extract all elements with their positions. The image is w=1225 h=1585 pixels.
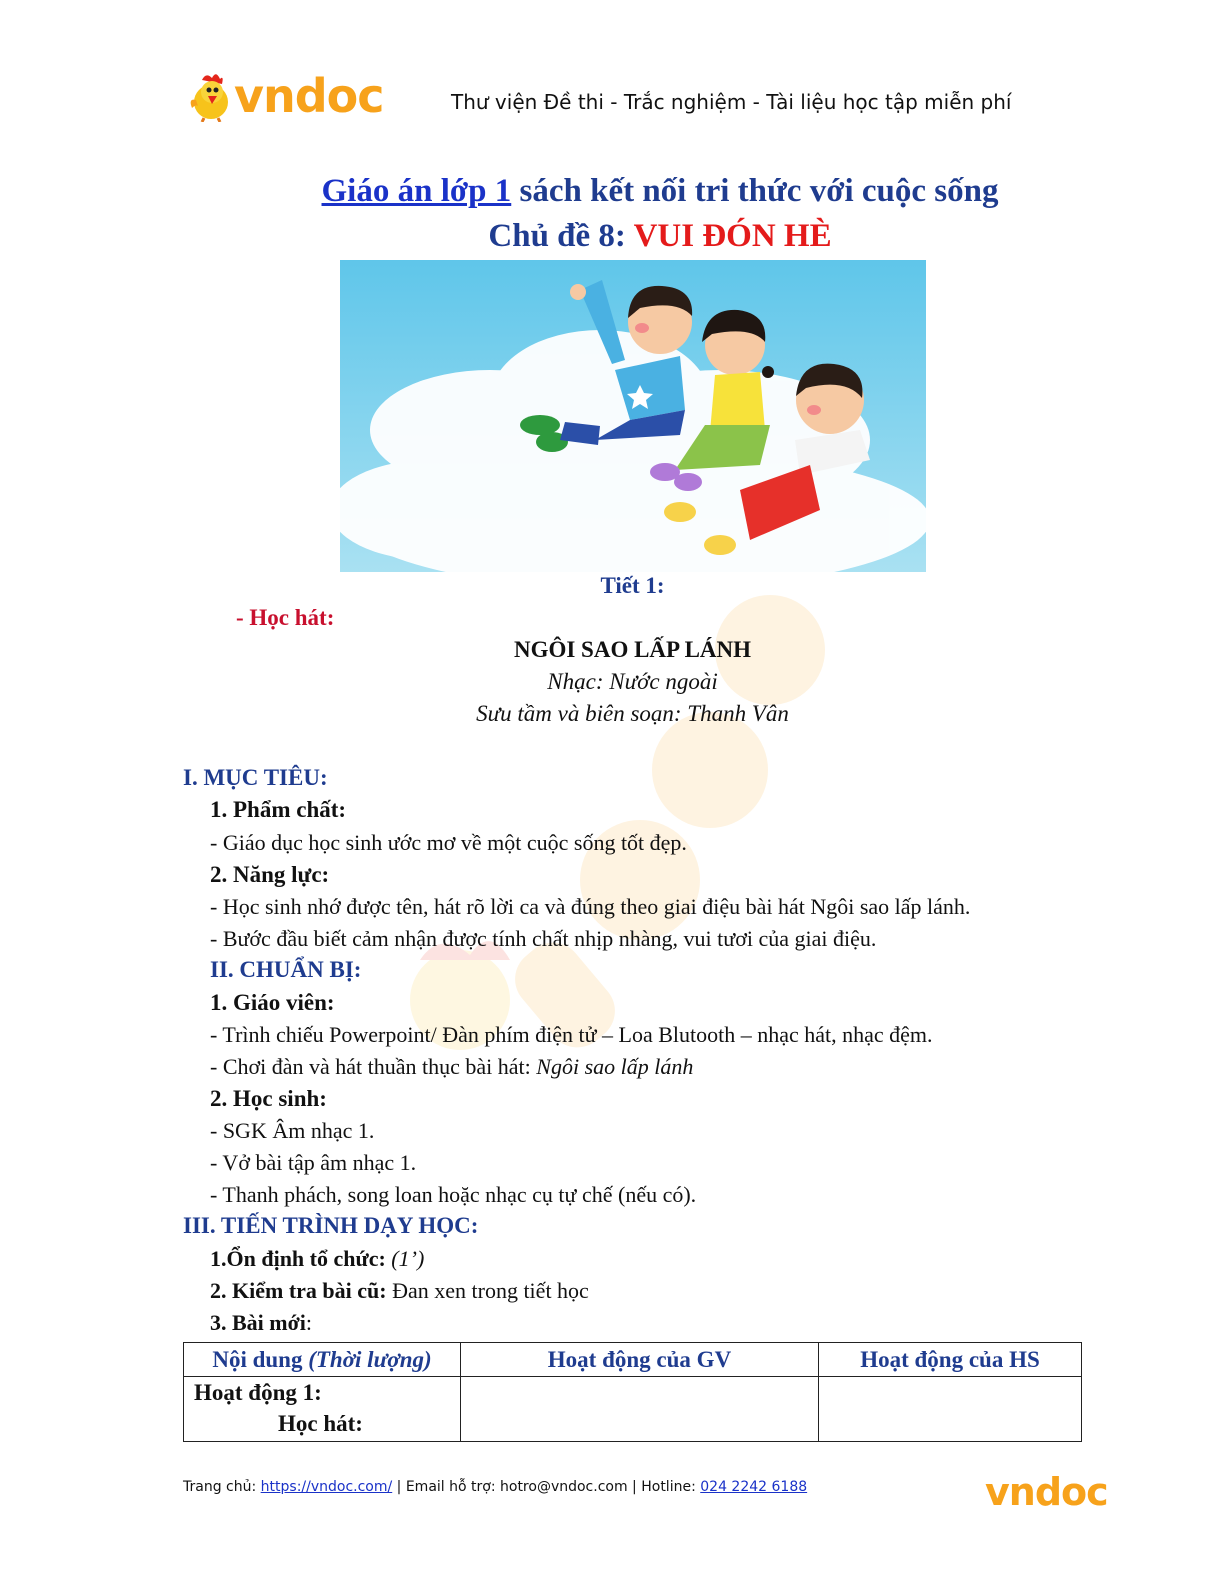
title-link[interactable]: Giáo án lớp 1 bbox=[321, 173, 512, 209]
lesson-period: Tiết 1: bbox=[600, 573, 665, 598]
procedure-item-2-text: Đan xen trong tiết học bbox=[392, 1278, 589, 1303]
col-header-content bbox=[184, 1343, 461, 1377]
footer-home-link[interactable]: https://vndoc.com/ bbox=[260, 1479, 393, 1495]
footer-contact bbox=[183, 1479, 807, 1495]
section-objectives-heading: I. MỤC TIÊU: bbox=[183, 765, 328, 790]
procedure-item-1-label: 1.Ổn định tổ chức: bbox=[210, 1246, 392, 1271]
teacher-prep-line-1: - Trình chiếu Powerpoint/ Đàn phím điện tử – Loa Blutooth – nhạc hát, nhạc đệm. bbox=[210, 1022, 933, 1047]
learn-singing-label: - Học hát: bbox=[236, 605, 335, 630]
logo-wordmark: vndoc bbox=[234, 69, 384, 123]
procedure-item-3 bbox=[210, 1310, 312, 1336]
footer-home-label: Trang chủ: bbox=[183, 1479, 261, 1495]
footer-email[interactable]: hotro@vndoc.com bbox=[500, 1479, 628, 1495]
procedure-item-3-colon: : bbox=[305, 1310, 313, 1335]
topic-name: VUI ĐÓN HÈ bbox=[633, 218, 832, 254]
col-header-content-label: Nội dung bbox=[212, 1346, 309, 1372]
song-title: NGÔI SAO LẤP LÁNH bbox=[513, 637, 752, 662]
document-title bbox=[0, 173, 1225, 210]
student-prep-line-2: - Vở bài tập âm nhạc 1. bbox=[210, 1150, 417, 1175]
activity-1-label: Hoạt động 1: bbox=[194, 1380, 322, 1405]
objective-quality-heading: 1. Phẩm chất: bbox=[210, 797, 347, 822]
student-prep-line-1: - SGK Âm nhạc 1. bbox=[210, 1118, 375, 1143]
lesson-activity-table bbox=[183, 1342, 1082, 1442]
footer-logo[interactable]: vndoc bbox=[985, 1470, 1108, 1514]
procedure-item-1 bbox=[210, 1246, 424, 1272]
footer-hotline-label: | Hotline: bbox=[627, 1479, 701, 1495]
table-header-row bbox=[184, 1343, 1082, 1377]
activity-1-name: Học hát: bbox=[278, 1411, 363, 1436]
objective-quality-line: - Giáo dục học sinh ước mơ về một cuộc sống tốt đẹp. bbox=[210, 830, 687, 855]
col-header-duration: (Thời lượng) bbox=[308, 1346, 432, 1372]
chicken-mascot-icon bbox=[188, 70, 234, 122]
teacher-prep-line-2-prefix: - Chơi đàn và hát thuần thục bài hát: bbox=[210, 1054, 537, 1079]
procedure-item-3-label: 3. Bài mới bbox=[210, 1310, 306, 1335]
procedure-item-1-duration: (1’) bbox=[391, 1246, 425, 1271]
col-header-teacher: Hoạt động của GV bbox=[461, 1343, 819, 1377]
teacher-activity-cell bbox=[461, 1377, 819, 1442]
objective-competence-line-2: - Bước đầu biết cảm nhận được tính chất nhịp nhàng, vui tươi của giai điệu. bbox=[210, 926, 877, 951]
song-compiler-credit: Sưu tầm và biên soạn: Thanh Vân bbox=[476, 701, 789, 726]
procedure-item-2 bbox=[210, 1278, 589, 1304]
teacher-prep-line-2 bbox=[210, 1054, 693, 1080]
topic-title bbox=[0, 218, 1225, 255]
procedure-item-2-label: 2. Kiểm tra bài cũ: bbox=[210, 1278, 393, 1303]
topic-prefix: Chủ đề 8: bbox=[488, 218, 634, 254]
children-cloud-illustration bbox=[340, 260, 926, 572]
table-row bbox=[184, 1377, 1082, 1442]
song-music-credit: Nhạc: Nước ngoài bbox=[547, 669, 718, 694]
activity-cell bbox=[184, 1377, 461, 1442]
teacher-prep-song-name: Ngôi sao lấp lánh bbox=[536, 1054, 694, 1079]
title-rest: sách kết nối tri thức với cuộc sống bbox=[511, 173, 999, 209]
footer-email-label: | Email hỗ trợ: bbox=[392, 1479, 500, 1495]
teacher-prep-heading: 1. Giáo viên: bbox=[210, 990, 335, 1015]
objective-competence-line-1: - Học sinh nhớ được tên, hát rõ lời ca và đúng theo giai điệu bài hát Ngôi sao lấp lánh. bbox=[210, 894, 971, 919]
student-activity-cell bbox=[819, 1377, 1082, 1442]
header-tagline: Thư viện Đề thi - Trắc nghiệm - Tài liệu học tập miễn phí bbox=[451, 90, 1012, 114]
vndoc-logo[interactable] bbox=[188, 70, 384, 122]
objective-competence-heading: 2. Năng lực: bbox=[210, 862, 330, 887]
section-procedure-heading: III. TIẾN TRÌNH DẠY HỌC: bbox=[183, 1213, 479, 1238]
student-prep-heading: 2. Học sinh: bbox=[210, 1086, 327, 1111]
col-header-student: Hoạt động của HS bbox=[819, 1343, 1082, 1377]
footer-hotline[interactable]: 024 2242 6188 bbox=[700, 1479, 808, 1495]
section-preparation-heading: II. CHUẨN BỊ: bbox=[210, 957, 362, 982]
student-prep-line-3: - Thanh phách, song loan hoặc nhạc cụ tự chế (nếu có). bbox=[210, 1182, 697, 1207]
